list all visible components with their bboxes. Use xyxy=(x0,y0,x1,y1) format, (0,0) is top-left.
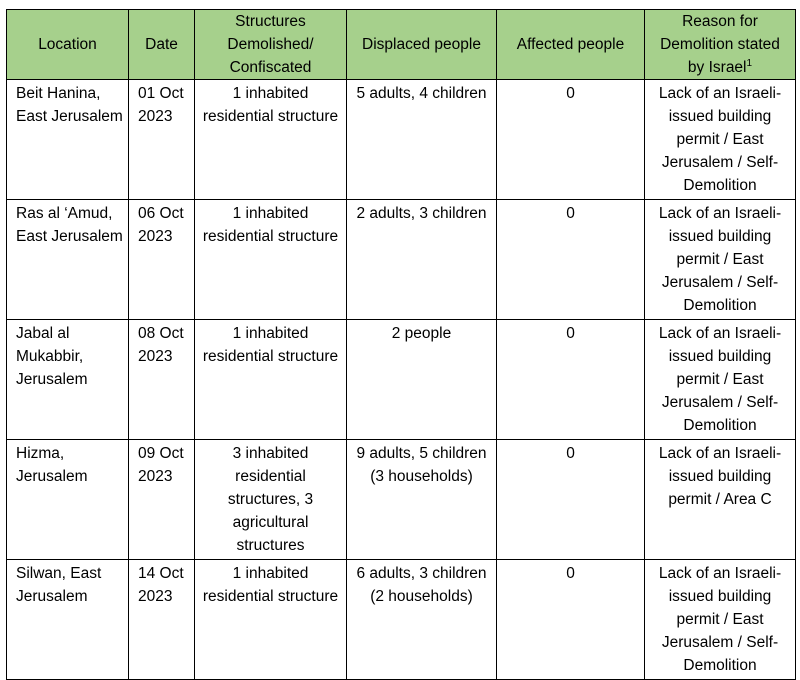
cell-location: Jabal al Mukabbir, Jerusalem xyxy=(7,320,129,440)
cell-location: Ras al ‘Amud, East Jerusalem xyxy=(7,200,129,320)
table-row xyxy=(7,80,796,200)
demolitions-table xyxy=(6,9,796,680)
header-date: Date xyxy=(129,10,195,80)
cell-affected: 0 xyxy=(497,560,645,680)
cell-structures: 1 inhabited residential structure xyxy=(195,320,347,440)
cell-displaced: 9 adults, 5 children (3 households) xyxy=(347,440,497,560)
footnote-marker: 1 xyxy=(746,57,753,69)
cell-date: 09 Oct 2023 xyxy=(129,440,195,560)
cell-structures: 3 inhabited residential structures, 3 agricultural structures xyxy=(195,440,347,560)
header-reason-text: Reason for Demolition stated by Israel xyxy=(660,13,780,76)
header-row xyxy=(7,10,796,80)
cell-location: Beit Hanina, East Jerusalem xyxy=(7,80,129,200)
header-displaced: Displaced people xyxy=(347,10,497,80)
cell-date: 14 Oct 2023 xyxy=(129,560,195,680)
header-structures: Structures Demolished/ Confiscated xyxy=(195,10,347,80)
cell-date: 06 Oct 2023 xyxy=(129,200,195,320)
cell-affected: 0 xyxy=(497,80,645,200)
cell-displaced: 2 adults, 3 children xyxy=(347,200,497,320)
cell-reason: Lack of an Israeli-issued building permit / Area C xyxy=(645,440,796,560)
table-row xyxy=(7,320,796,440)
header-location: Location xyxy=(7,10,129,80)
cell-structures: 1 inhabited residential structure xyxy=(195,560,347,680)
cell-reason: Lack of an Israeli-issued building permit / East Jerusalem / Self-Demolition xyxy=(645,80,796,200)
cell-displaced: 6 adults, 3 children (2 households) xyxy=(347,560,497,680)
table-row xyxy=(7,560,796,680)
cell-displaced: 2 people xyxy=(347,320,497,440)
cell-date: 01 Oct 2023 xyxy=(129,80,195,200)
cell-affected: 0 xyxy=(497,440,645,560)
cell-affected: 0 xyxy=(497,320,645,440)
cell-structures: 1 inhabited residential structure xyxy=(195,200,347,320)
cell-affected: 0 xyxy=(497,200,645,320)
cell-location: Hizma, Jerusalem xyxy=(7,440,129,560)
cell-date: 08 Oct 2023 xyxy=(129,320,195,440)
cell-displaced: 5 adults, 4 children xyxy=(347,80,497,200)
cell-location: Silwan, East Jerusalem xyxy=(7,560,129,680)
cell-reason: Lack of an Israeli-issued building permit / East Jerusalem / Self-Demolition xyxy=(645,560,796,680)
table-row xyxy=(7,440,796,560)
table-row xyxy=(7,200,796,320)
cell-reason: Lack of an Israeli-issued building permit / East Jerusalem / Self-Demolition xyxy=(645,200,796,320)
cell-structures: 1 inhabited residential structure xyxy=(195,80,347,200)
cell-reason: Lack of an Israeli-issued building permit / East Jerusalem / Self-Demolition xyxy=(645,320,796,440)
header-reason xyxy=(645,10,796,80)
header-affected: Affected people xyxy=(497,10,645,80)
